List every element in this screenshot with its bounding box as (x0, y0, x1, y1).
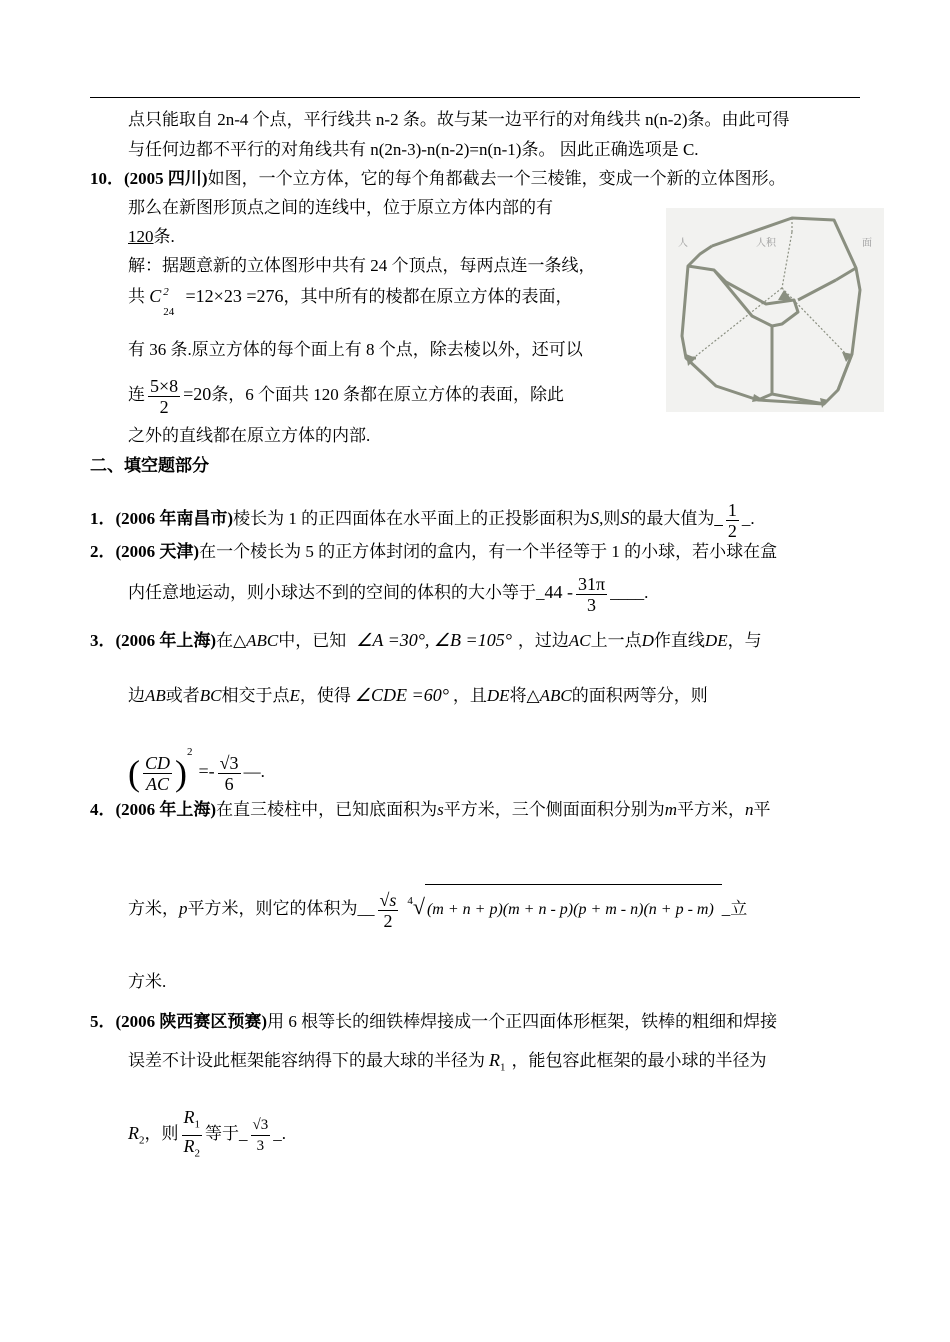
var: AC (568, 631, 591, 650)
var: ABC (246, 631, 279, 650)
var-s: S (590, 508, 600, 528)
answer-fraction (251, 1115, 271, 1156)
section-heading: 二、填空题部分 (90, 456, 209, 475)
text: 作直线 (653, 631, 705, 650)
denominator: R (183, 1135, 195, 1156)
text-line: 解：据题意新的立体图形中共有 24 个顶点，每两点连一条线， (128, 256, 596, 275)
text: 将△ (509, 686, 540, 705)
text-line: 那么在新图形顶点之间的连线中，位于原立方体内部的有 (128, 198, 553, 217)
fill-question-3 (90, 628, 762, 653)
comb-sup: 2 (163, 286, 169, 298)
var: E (289, 686, 300, 705)
comb-equation: =12×23 =276 (185, 286, 284, 306)
question-number: 1 (90, 509, 99, 528)
denominator: 3 (251, 1135, 271, 1156)
text-line: 与任何边都不平行的对角线共有 n(2n-3)-n(n-2)=n(n-1)条。 因此正确选项是 C. (128, 140, 699, 159)
numerator: 1 (727, 499, 737, 520)
fill-question-3-line2 (128, 683, 708, 708)
var: DE (704, 631, 728, 650)
answer-fraction (726, 500, 739, 541)
answer-line (128, 225, 175, 249)
question-number: 10 (90, 169, 107, 188)
text-line: 之外的直线都在原立方体的内部. (128, 426, 371, 445)
text: 在△ (216, 631, 247, 650)
answer-part: 44 - (544, 582, 573, 602)
fill-question-4-line2: 方米，p平方米，则它的体积为__ $\frac{√s}{2}$ $^4$√ (m + n + p)(m + n - p)(p + m - n)(n + p - m) _立 (128, 876, 747, 935)
text: ，且 (452, 686, 487, 705)
equation: =20 (183, 384, 212, 404)
question-source: ．(2006 年南昌市) (98, 509, 234, 528)
text: 平方米， (676, 800, 745, 819)
fraction (148, 376, 180, 417)
subscript: 1 (194, 1118, 200, 1131)
text: 连 (128, 385, 145, 404)
question-source: ．(2006 年上海) (98, 800, 217, 819)
figure-label: 面 (862, 238, 872, 249)
text: ,则 (599, 509, 621, 528)
question-number: 3 (90, 631, 99, 650)
denominator: 2 (378, 910, 399, 931)
question-source: ．(2006 天津) (98, 542, 200, 561)
text: 平方米，则它的体积为 (187, 899, 358, 918)
question-number: 4 (90, 800, 99, 819)
angle-condition: ∠A =30°, ∠B =105° (356, 630, 512, 650)
denominator: AC (143, 773, 172, 794)
question-number: 5 (90, 1012, 99, 1031)
numerator: 5×8 (150, 375, 179, 396)
numerator: √s (379, 889, 397, 910)
text: ，其中所有的棱都在原立方体的表面， (283, 287, 573, 306)
text: 相交于点 (221, 686, 290, 705)
root-index: 4 (407, 895, 413, 907)
answer-fraction (576, 574, 607, 615)
fill-question-5-line2 (128, 1040, 767, 1087)
question-text: 棱长为 1 的正四面体在水平面上的正投影面积为 (233, 509, 591, 528)
text: ，与 (727, 631, 762, 650)
text: 平方米，三个侧面面积分别为 (443, 800, 665, 819)
question-10 (90, 167, 786, 191)
text: ，使得 (299, 686, 351, 705)
ratio-fraction (182, 1107, 203, 1163)
var: ABC (539, 686, 572, 705)
text-line: 点只能取自 2n-4 个点，平行线共 n-2 条。故与某一边平行的对角线共 n(n-2)条。由此可得 (128, 110, 790, 129)
truncated-cube-figure (666, 208, 884, 412)
text: 边 (128, 686, 145, 705)
radicand: (m + n + p)(m + n - p)(p + m - n)(n + p - m) (425, 884, 722, 935)
var: m (664, 800, 677, 819)
text: 的最大值为 (629, 509, 715, 528)
subscript: 1 (500, 1061, 506, 1074)
fill-question-1: 1．(2006 年南昌市)棱长为 1 的正四面体在水平面上的正投影面积为S,则S的最大值为_ $\frac{1}{2}$ _. (90, 499, 755, 541)
denominator: 6 (218, 773, 241, 794)
equals: =- (198, 761, 215, 781)
numerator: R (183, 1107, 195, 1127)
text: 内任意地运动，则小球达不到的空间的体积的大小等于 (128, 583, 536, 602)
figure-label: 人 (678, 238, 688, 249)
text: 方米， (128, 899, 179, 918)
text: 上一点 (590, 631, 642, 650)
header-rule (90, 97, 860, 98)
var: s (437, 800, 444, 819)
text: ，能包容此框架的最小球的半径为 (511, 1051, 767, 1070)
question-number: 2 (90, 542, 99, 561)
var-s: S (620, 508, 630, 528)
exponent: 2 (187, 746, 193, 758)
text-line: 方米. (128, 972, 167, 991)
text-line: 有 36 条.原立方体的每个面上有 8 个点，除去棱以外，还可以 (128, 340, 583, 359)
ratio-fraction (143, 753, 172, 794)
denominator: 3 (576, 594, 607, 615)
answer-tail: 条. (153, 227, 175, 246)
fill-question-5 (90, 1010, 777, 1034)
angle-condition: ∠CDE =60° (354, 685, 449, 705)
text: 共 (128, 287, 145, 306)
text: 条，6 个面共 120 条都在原立方体的表面，除此 (211, 385, 565, 404)
text: 或者 (165, 686, 200, 705)
fill-question-4 (90, 798, 770, 822)
text: 中，已知 (278, 631, 347, 650)
fill-question-5-line3: $R_2$，则 $\frac{R_1}{R_2}$ 等于_ $\frac{√3}{3}$ _. (128, 1106, 286, 1167)
numerator: √3 (252, 1116, 269, 1133)
comb-letter: C (149, 286, 162, 306)
fill-question-3-answer: ( $\frac{CD}{AC}$ )$^2$=- $\frac{√3}{6}$ —. (128, 746, 265, 794)
numerator: 31π (578, 573, 606, 594)
answer-value: 120 (128, 227, 154, 246)
question-text: 用 6 根等长的细铁棒焊接成一个正四面体形框架，铁棒的粗细和焊接 (267, 1012, 778, 1031)
text: 误差不计设此框架能容纳得下的最大球的半径为 (128, 1051, 485, 1070)
figure-label: 人积 (756, 238, 776, 249)
question-text: 在一个棱长为 5 的正方体封闭的盒内，有一个半径等于 1 的小球，若小球在盒 (199, 542, 778, 561)
question-source: ．(2006 陕西赛区预赛) (98, 1012, 268, 1031)
var: DE (486, 686, 510, 705)
question-source: ．(2006 年上海) (98, 631, 217, 650)
var: n (744, 800, 754, 819)
fill-question-2-line2: 内任意地运动，则小球达不到的空间的体积的大小等于_44 - $\frac{31\pi}{3}$ ____. (128, 573, 649, 615)
text: 的面积两等分，则 (571, 686, 708, 705)
question-source: ．(2005 四川) (107, 169, 208, 188)
text: 立 (730, 899, 748, 918)
subscript: 2 (194, 1147, 200, 1160)
comb-sub: 24 (163, 306, 175, 318)
numerator: √3 (219, 752, 239, 773)
denominator: 2 (727, 520, 737, 541)
var: p (179, 899, 188, 918)
text: 在直三棱柱中，已知底面积为 (216, 800, 438, 819)
var-r: R (489, 1050, 500, 1070)
text: 等于 (205, 1124, 239, 1143)
subscript: 2 (139, 1134, 145, 1147)
combination-symbol (149, 286, 175, 318)
text: ，过边 (517, 631, 569, 650)
answer-fraction (378, 890, 399, 931)
var: D (641, 631, 654, 650)
var: BC (199, 686, 222, 705)
numerator: CD (145, 752, 171, 773)
answer-fraction (218, 753, 241, 794)
text: ，则 (144, 1124, 179, 1143)
question-text: 如图，一个立方体，它的每个角都截去一个三棱锥，变成一个新的立体图形。 (207, 169, 786, 188)
text: 平 (753, 800, 771, 819)
solution-line-frac (128, 372, 564, 417)
denominator: 2 (148, 396, 180, 417)
solution-line-comb (128, 284, 573, 318)
var-r: R (128, 1123, 139, 1143)
fill-question-2 (90, 540, 777, 564)
var: AB (145, 686, 166, 705)
